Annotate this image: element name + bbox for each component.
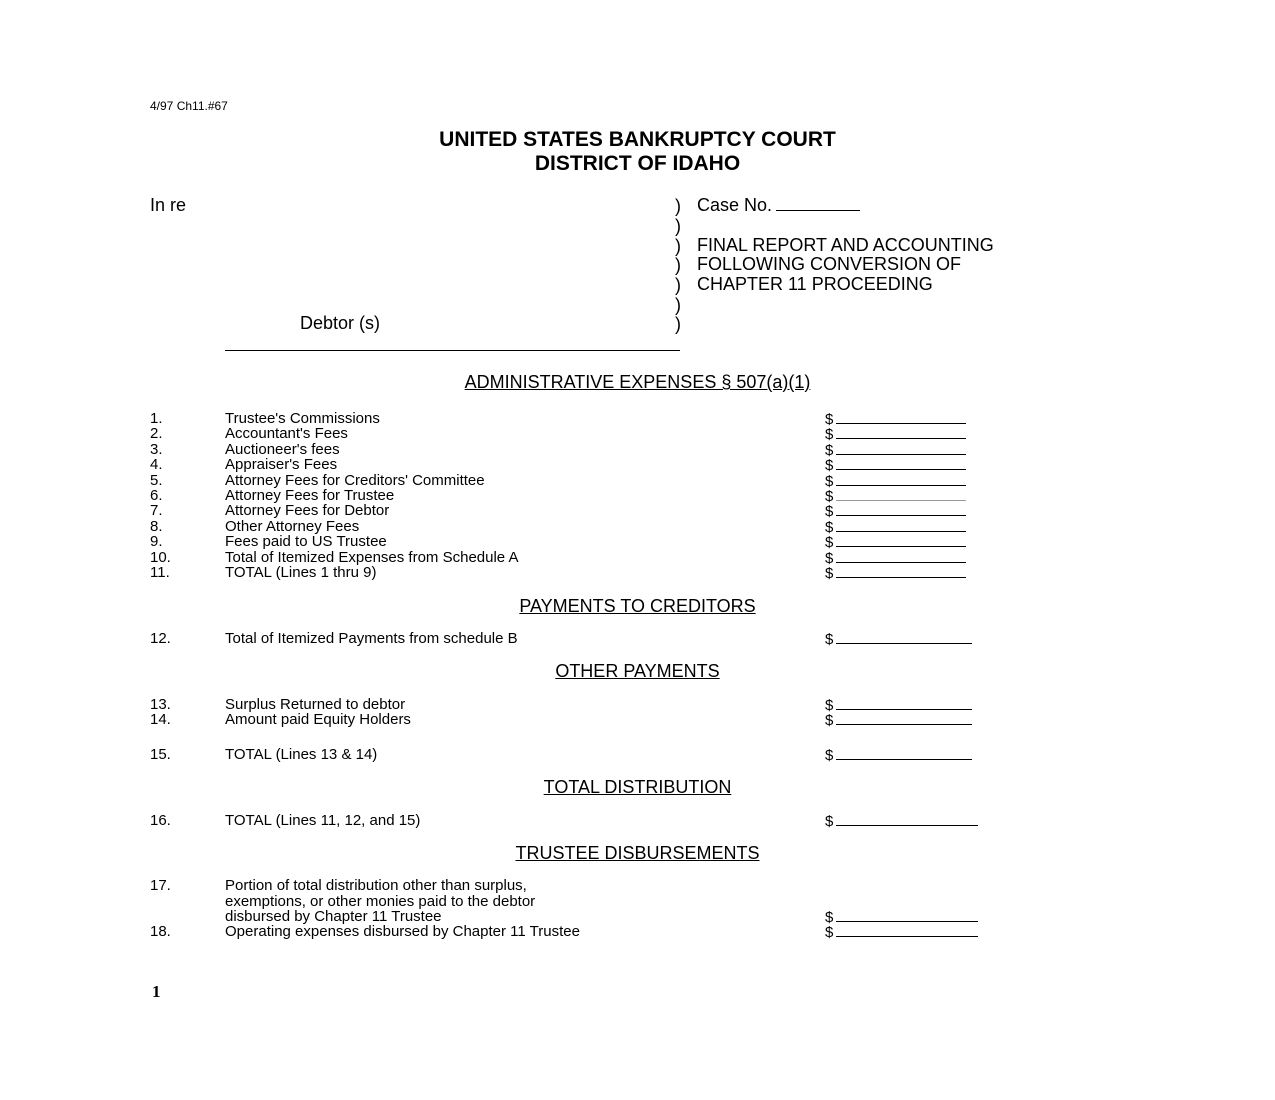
amount-field[interactable]: $: [825, 533, 966, 551]
caption-paren: ): [675, 255, 681, 275]
report-title-line: FOLLOWING CONVERSION OF: [697, 254, 962, 274]
amount-field[interactable]: $: [825, 441, 966, 459]
form-code: 4/97 Ch11.#67: [150, 99, 228, 113]
line-number: 8.: [150, 518, 163, 535]
line-number: 5.: [150, 472, 163, 489]
caption-paren: ): [675, 295, 681, 315]
section-other-payments: OTHER PAYMENTS: [555, 661, 720, 681]
page-number: 1: [152, 982, 161, 1001]
line-label: Total of Itemized Expenses from Schedule A: [225, 549, 519, 566]
line-label: Trustee's Commissions: [225, 410, 380, 427]
line-number: 3.: [150, 441, 163, 458]
amount-field[interactable]: $: [825, 487, 966, 505]
caption-paren: ): [675, 275, 681, 295]
amount-field[interactable]: $: [825, 410, 966, 428]
amount-field[interactable]: $: [825, 908, 978, 926]
line-number: 17.: [150, 877, 171, 894]
in-re-label: In re: [150, 195, 187, 215]
case-number-blank[interactable]: [776, 196, 860, 211]
line-number: 18.: [150, 923, 171, 940]
caption-paren: ): [675, 196, 681, 216]
amount-field[interactable]: $: [825, 549, 966, 567]
line-label: Auctioneer's fees: [225, 441, 340, 458]
amount-field[interactable]: $: [825, 923, 978, 941]
amount-field[interactable]: $: [825, 456, 966, 474]
debtor-label: Debtor (s): [300, 313, 381, 333]
line-label: Attorney Fees for Creditors' Committee: [225, 472, 485, 489]
report-title-line: CHAPTER 11 PROCEEDING: [697, 274, 933, 294]
line-label: Portion of total distribution other than surplus,: [225, 877, 527, 894]
line-number: 13.: [150, 696, 171, 713]
section-payments-to-creditors: PAYMENTS TO CREDITORS: [519, 596, 756, 616]
amount-field[interactable]: $: [825, 502, 966, 520]
caption-paren: ): [675, 314, 681, 334]
amount-field[interactable]: $: [825, 711, 972, 729]
line-label: TOTAL (Lines 13 & 14): [225, 746, 378, 763]
amount-field[interactable]: $: [825, 746, 972, 764]
amount-field[interactable]: $: [825, 425, 966, 443]
line-number: 11.: [150, 564, 170, 581]
line-number: 9.: [150, 533, 163, 550]
amount-field[interactable]: $: [825, 472, 966, 490]
line-number: 16.: [150, 812, 171, 829]
line-label: Amount paid Equity Holders: [225, 711, 411, 728]
line-label: Appraiser's Fees: [225, 456, 338, 473]
line-number: 10.: [150, 549, 171, 566]
line-number: 1.: [150, 410, 163, 427]
debtor-signature-line: [225, 350, 680, 351]
line-number: 12.: [150, 630, 171, 647]
line-label: Surplus Returned to debtor: [225, 696, 406, 713]
line-number: 2.: [150, 425, 163, 442]
section-trustee-disbursements: TRUSTEE DISBURSEMENTS: [515, 843, 760, 863]
amount-field[interactable]: $: [825, 630, 972, 648]
line-label: exemptions, or other monies paid to the debtor: [225, 893, 536, 910]
section-total-distribution: TOTAL DISTRIBUTION: [543, 777, 732, 797]
court-district: DISTRICT OF IDAHO: [534, 152, 741, 175]
section-admin-expenses: ADMINISTRATIVE EXPENSES § 507(a)(1): [464, 372, 811, 392]
line-number: 4.: [150, 456, 163, 473]
line-label: TOTAL (Lines 11, 12, and 15): [225, 812, 421, 829]
line-label: Other Attorney Fees: [225, 518, 360, 535]
line-number: 7.: [150, 502, 163, 519]
line-label: Attorney Fees for Trustee: [225, 487, 395, 504]
amount-field[interactable]: $: [825, 812, 978, 830]
line-label: Attorney Fees for Debtor: [225, 502, 390, 519]
caption-paren: ): [675, 216, 681, 236]
line-label: Fees paid to US Trustee: [225, 533, 387, 550]
line-number: 15.: [150, 746, 171, 763]
line-label: Operating expenses disbursed by Chapter 11 Trustee: [225, 923, 580, 940]
case-number-label: Case No.: [697, 195, 773, 215]
amount-field[interactable]: $: [825, 696, 972, 714]
amount-field[interactable]: $: [825, 564, 966, 582]
court-name: UNITED STATES BANKRUPTCY COURT: [439, 128, 836, 151]
line-number: 14.: [150, 711, 171, 728]
line-label: disbursed by Chapter 11 Trustee: [225, 908, 442, 925]
line-label: Total of Itemized Payments from schedule B: [225, 630, 518, 647]
amount-field[interactable]: $: [825, 518, 966, 536]
case-number-field[interactable]: [697, 195, 860, 216]
line-label: TOTAL (Lines 1 thru 9): [225, 564, 377, 581]
line-number: 6.: [150, 487, 163, 504]
report-title-line: FINAL REPORT AND ACCOUNTING: [697, 235, 994, 255]
caption-paren: ): [675, 236, 681, 256]
line-label: Accountant's Fees: [225, 425, 348, 442]
